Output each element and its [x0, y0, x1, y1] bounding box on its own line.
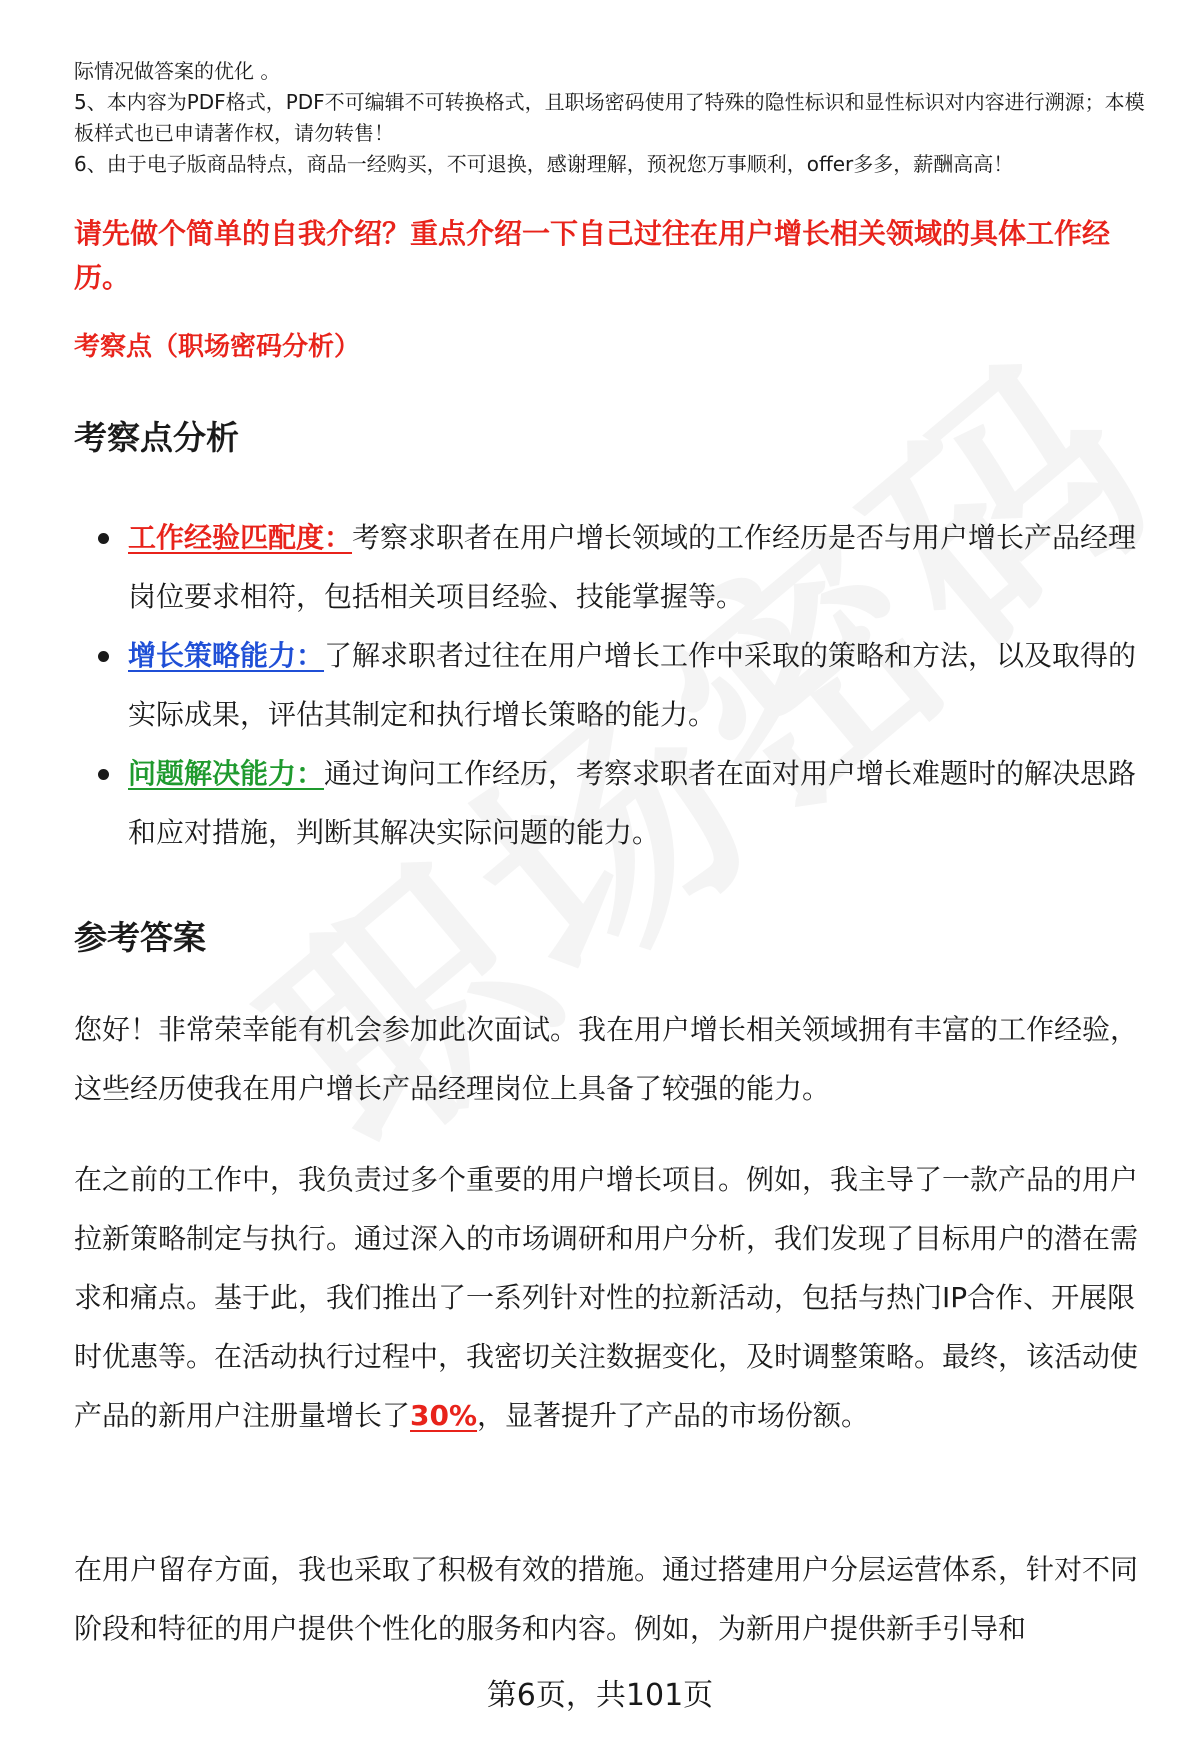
page-number: 第6页，共101页	[486, 1678, 714, 1713]
analysis-item-key: 问题解决能力：	[128, 757, 325, 790]
analysis-item-key: 工作经验匹配度：	[128, 521, 353, 554]
bullet-dot-icon	[98, 533, 109, 544]
notice-block	[74, 56, 1154, 180]
analysis-item-text: 考察求职者在用户增长领域的工作经历是否与用户增长产品经理岗位要求相符，包括相关项目经验、技能掌握等。	[128, 521, 1137, 613]
analysis-item-text: 了解求职者过往在用户增长工作中采取的策略和方法，以及取得的实际成果，评估其制定和执行增长策略的能力。	[128, 639, 1137, 731]
analysis-item	[74, 744, 1154, 862]
answer-paragraph-2	[74, 1150, 1154, 1445]
bullet-dot-icon	[98, 651, 109, 662]
notice-line-tail: 际情况做答案的优化 。	[74, 59, 281, 83]
answer-heading: 参考答案	[74, 918, 206, 957]
answer-paragraph-2-text: 在之前的工作中，我负责过多个重要的用户增长项目。例如，我主导了一款产品的用户拉新策略制定与执行。通过深入的市场调研和用户分析，我们发现了目标用户的潜在需求和痛点。基于此，我们推出了一系列针对性的拉新活动，包括与热门IP合作、开展限时优惠等。在活动执行过程中，我密切关注数据变化，及时调整策略。最终，该活动使产品的新用户注册量增长了	[74, 1163, 1139, 1432]
answer-paragraph-2-tail: ，显著提升了产品的市场份额。	[477, 1399, 870, 1432]
kaocha-label: 考察点（职场密码分析）	[74, 332, 361, 362]
analysis-item	[74, 626, 1154, 744]
answer-paragraph-1: 您好！非常荣幸能有机会参加此次面试。我在用户增长相关领域拥有丰富的工作经验，这些经历使我在用户增长产品经理岗位上具备了较强的能力。	[74, 1013, 1139, 1105]
analysis-list	[74, 508, 1154, 862]
analysis-item	[74, 508, 1154, 626]
analysis-heading: 考察点分析	[74, 418, 239, 457]
notice-item-6: 6、由于电子版商品特点，商品一经购买，不可退换，感谢理解，预祝您万事顺利，offer多多，薪酬高高！	[74, 152, 1014, 176]
question-title: 请先做个简单的自我介绍？重点介绍一下自己过往在用户增长相关领域的具体工作经历。	[74, 217, 1111, 294]
notice-item-5: 5、本内容为PDF格式，PDF不可编辑不可转换格式，且职场密码使用了特殊的隐性标识和显性标识对内容进行溯源；本模板样式也已申请著作权，请勿转售！	[74, 90, 1145, 145]
answer-paragraph-3: 在用户留存方面，我也采取了积极有效的措施。通过搭建用户分层运营体系，针对不同阶段和特征的用户提供个性化的服务和内容。例如，为新用户提供新手引导和	[74, 1553, 1139, 1645]
bullet-dot-icon	[98, 769, 109, 780]
analysis-item-text: 通过询问工作经历，考察求职者在面对用户增长难题时的解决思路和应对措施，判断其解决实际问题的能力。	[128, 757, 1137, 849]
analysis-item-key: 增长策略能力：	[128, 639, 325, 672]
growth-highlight: 30%	[410, 1399, 478, 1432]
